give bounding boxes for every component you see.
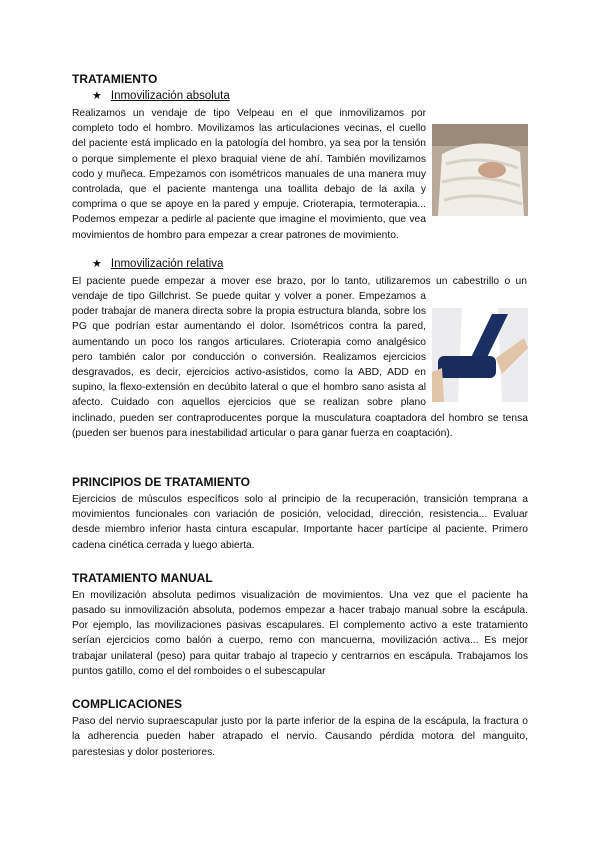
subheading-relativa-label: Inmovilización relativa [110, 257, 224, 270]
section-title-principios: PRINCIPIOS DE TRATAMIENTO [72, 475, 251, 490]
paragraph-relativa: El paciente puede empezar a mover ese brazo, por lo tanto, utilizaremos un cabestrillo o un vendaje de tipo Gillchrist. Se puede quitar y volver a poner. Empezamos a poder trabajar de manera directa sobre la propia estructura blanda, sobre los PG que podrían estar aumentando el dolor. Isométricos contra la pared, aumentando un poco los rangos articulares. Crioterapia como analgésico pero también calor por conducción o conversión. Realizamos ejercicios desgravados, es decir, ejercicios activo-asistidos, como la ABD, ADD en supino, la flexo-extensión en decúbito lateral o que el hombro sano asista al afecto. Cuidado con aquellos ejercicios que se realizan sobre plano inclinado, pueden ser contraproducentes porque la musculatura coaptadora del hombro se tensa (pueden ser buenos para inestabilidad articular o para ganar fuerza en coaptación). [72, 275, 528, 439]
section-title-manual: TRATAMIENTO MANUAL [72, 570, 213, 585]
section-principios [72, 475, 528, 553]
subheading-absoluta-label: Inmovilización absoluta [110, 90, 230, 102]
section-complicaciones [72, 697, 528, 760]
float-spacer [527, 274, 528, 304]
arm-sling-photo [432, 308, 528, 402]
velpeau-bandage-illustration [432, 124, 528, 216]
subheading-inmovilizacion-relativa [92, 257, 528, 272]
section-title-tratamiento: TRATAMIENTO [72, 72, 158, 86]
section-title-complicaciones: COMPLICACIONES [72, 697, 183, 712]
velpeau-bandage-photo [432, 124, 528, 216]
subheading-inmovilizacion-absoluta [92, 89, 528, 104]
paragraph-manual: En movilización absoluta pedimos visualización de movimientos. Una vez que el paciente ha pasado su inmovilización absoluta, podemos empezar a hacer trabajo manual sobre la escápula. Por ejemplo, las movilizaciones pasivas escapulares. El complemento activo a este tratamiento serían ejercicios como balón a cuerpo, remo con mancuerna, movilización activa... Es mejor trabajar unilateral (peso) para quitar trabajo al trapecio y centrarnos en escápula. Trabajamos los puntos gatillo, como el del romboides o el subescapular [72, 589, 528, 677]
document-page [72, 72, 528, 760]
arm-sling-illustration [432, 308, 528, 402]
star-bullet-icon: ★ [92, 90, 102, 102]
section-tratamiento [72, 72, 528, 441]
paragraph-complicaciones: Paso del nervio supraescapular justo por la parte inferior de la espina de la escápula, la fractura o la adherencia pueden haber atrapado el nervio. Causando pérdida motora del manguito, parestesias y dolor posteriores. [72, 716, 528, 758]
section-manual [72, 571, 528, 679]
paragraph-principios: Ejercicios de músculos específicos solo al principio de la recuperación, transición temprana a movimientos funcionales con variación de posición, velocidad, dirección, resistencia... Evaluar desde miembro inferior hasta cintura escapular. Importante hacer partícipe al paciente. Primero cadena cinética cerrada y luego abierta. [72, 494, 528, 551]
star-bullet-icon: ★ [92, 257, 102, 270]
paragraph-absoluta: Realizamos un vendaje de tipo Velpeau en el que inmovilizamos por completo todo el hombro. Movilizamos las articulaciones vecinas, el cuello del paciente está implicado en la patología del hombro, ya sea por la tensión o porque simplemente el plexo braquial viene de ahí. También movilizamos codo y muñeca. Empezamos con isométricos manuales de una manera muy controlada, que el paciente mantenga una toallita debajo de la axila y comprima o que se apoye en la pared y empuje. Crioterapia, termoterapia... Podemos empezar a pedirle al paciente que imagine el movimiento, que vea movimientos de hombro para empezar a crear patrones de movimiento. [72, 108, 426, 241]
